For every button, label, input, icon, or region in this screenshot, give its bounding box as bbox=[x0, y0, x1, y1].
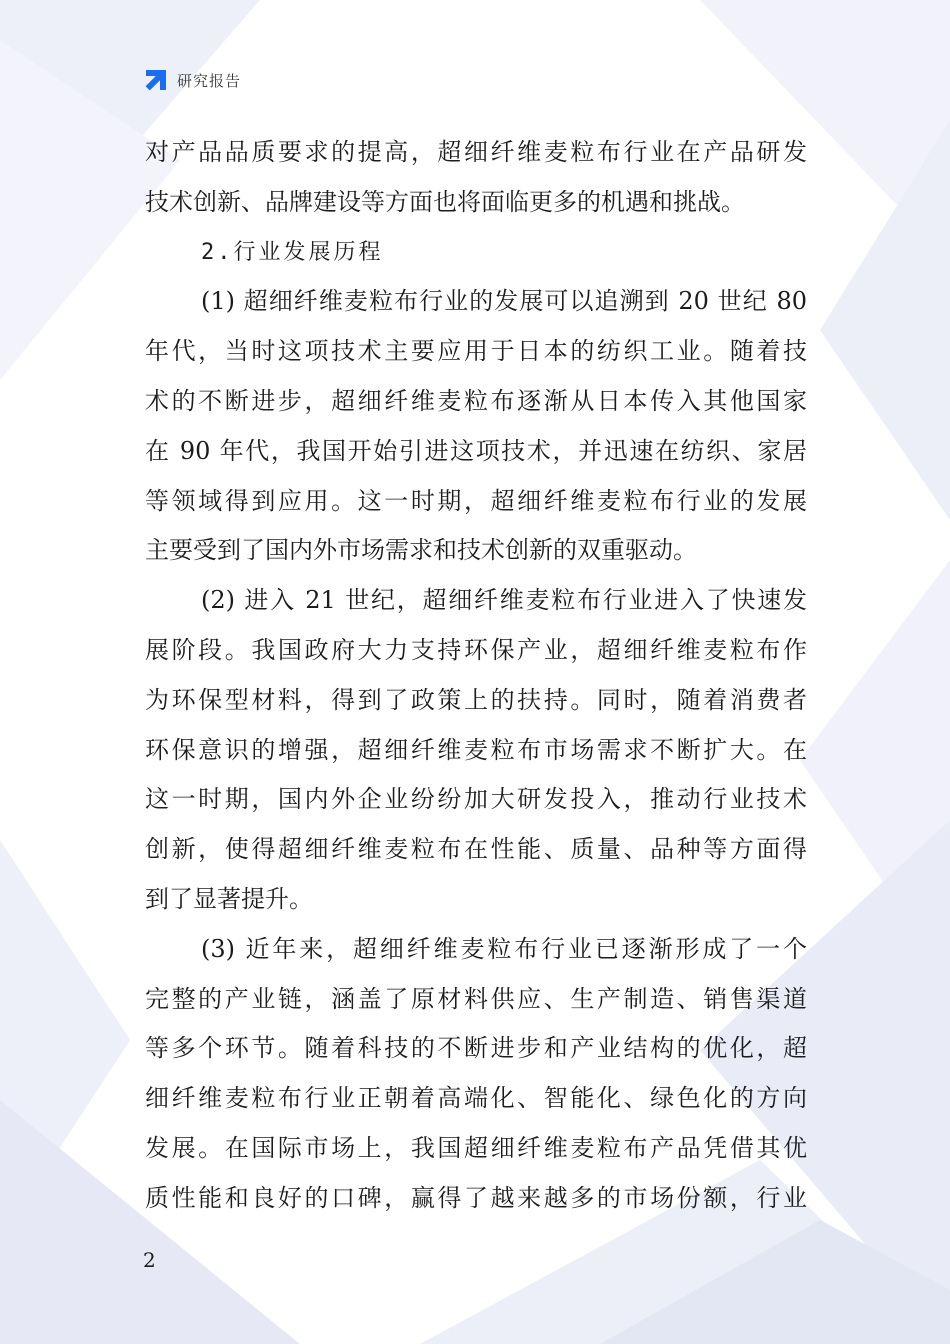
header-title: 研究报告 bbox=[177, 71, 242, 90]
body-line: (2) 进入 21 世纪，超细纤维麦粒布行业进入了快速发 bbox=[201, 586, 807, 615]
arrow-up-right-icon bbox=[143, 67, 169, 93]
body-line: 到了显著提升。 bbox=[145, 884, 313, 913]
body-line: 在 90 年代，我国开始引进这项技术，并迅速在纺织、家居 bbox=[145, 436, 807, 465]
body-line: 这一时期，国内外企业纷纷加大研发投入，推动行业技术 bbox=[145, 785, 807, 814]
body-line: 等多个环节。随着科技的不断进步和产业结构的优化，超 bbox=[145, 1034, 807, 1063]
body-line: 细纤维麦粒布行业正朝着高端化、智能化、绿色化的方向 bbox=[145, 1084, 807, 1113]
body-line: 创新，使得超细纤维麦粒布在性能、质量、品种等方面得 bbox=[145, 835, 807, 864]
body-line: (3) 近年来，超细纤维麦粒布行业已逐渐形成了一个 bbox=[201, 934, 807, 963]
body-line: 为环保型材料，得到了政策上的扶持。同时，随着消费者 bbox=[145, 685, 807, 714]
section-heading: 2.行业发展历程 bbox=[201, 239, 384, 265]
body-line: 术的不断进步，超细纤维麦粒布逐渐从日本传入其他国家 bbox=[145, 386, 807, 415]
report-header bbox=[143, 66, 241, 94]
body-line: 对产品品质要求的提高，超细纤维麦粒布行业在产品研发 bbox=[145, 138, 807, 166]
body-line: 等领域得到应用。这一时期，超细纤维麦粒布行业的发展 bbox=[145, 486, 807, 515]
page-number: 2 bbox=[143, 1248, 156, 1272]
body-line: 技术创新、品牌建设等方面也将面临更多的机遇和挑战。 bbox=[145, 187, 745, 216]
body-line: (1) 超细纤维麦粒布行业的发展可以追溯到 20 世纪 80 bbox=[201, 287, 807, 316]
document-body bbox=[145, 128, 807, 1224]
body-line: 主要受到了国内外市场需求和技术创新的双重驱动。 bbox=[145, 536, 697, 565]
body-line: 质性能和良好的口碑，赢得了越来越多的市场份额，行业 bbox=[145, 1183, 807, 1212]
body-line: 展阶段。我国政府大力支持环保产业，超细纤维麦粒布作 bbox=[145, 635, 807, 664]
body-line: 完整的产业链，涵盖了原材料供应、生产制造、销售渠道 bbox=[145, 984, 807, 1013]
body-line: 年代，当时这项技术主要应用于日本的纺织工业。随着技 bbox=[145, 337, 807, 366]
body-line: 环保意识的增强，超细纤维麦粒布市场需求不断扩大。在 bbox=[145, 735, 807, 764]
body-line: 发展。在国际市场上，我国超细纤维麦粒布产品凭借其优 bbox=[145, 1133, 807, 1162]
